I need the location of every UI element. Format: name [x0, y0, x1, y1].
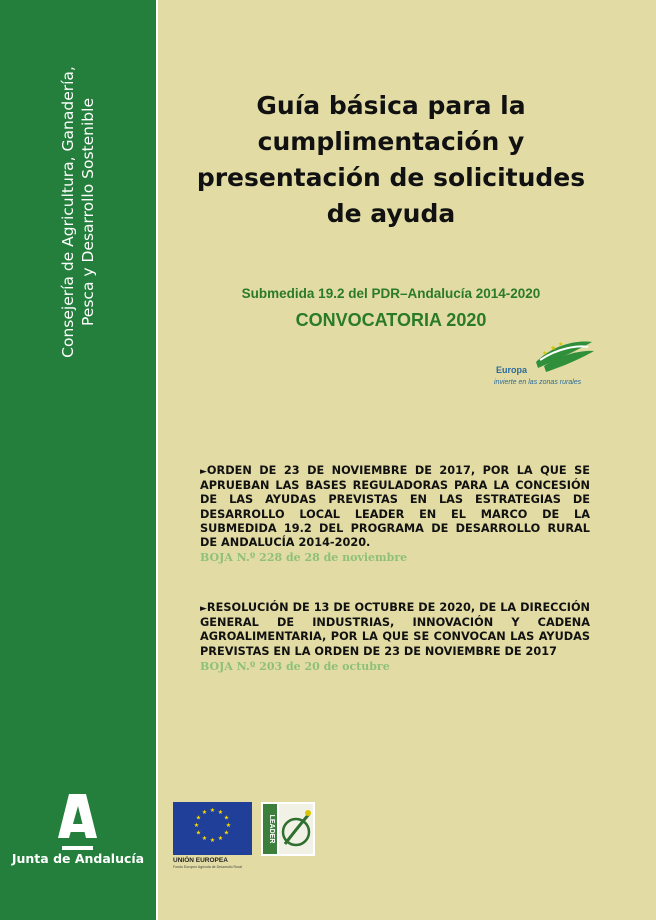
- svg-text:★: ★: [542, 351, 548, 357]
- svg-text:★: ★: [217, 810, 224, 816]
- consejeria-line-1: Consejería de Agricultura, Ganadería,: [59, 66, 77, 358]
- title-line-2: cumplimentación y: [257, 127, 525, 156]
- consejeria-line-2: Pesca y Desarrollo Sostenible: [79, 98, 97, 326]
- svg-text:★: ★: [223, 815, 230, 822]
- eu-flag-icon: [173, 802, 252, 855]
- svg-text:★: ★: [225, 823, 232, 829]
- svg-text:★: ★: [195, 815, 202, 822]
- svg-text:★: ★: [209, 838, 216, 844]
- bullet-arrow-icon: ►: [200, 604, 207, 614]
- bullet-arrow-icon: ►: [200, 467, 207, 477]
- eu-fund-caption: Fondo Europeo Agrícola de Desarrollo Rural: [173, 865, 242, 869]
- title-line-3: presentación de solicitudes: [196, 163, 586, 192]
- convocatoria-heading: CONVOCATORIA 2020: [295, 310, 487, 330]
- boja-reference: BOJA N.º 228 de 28 de noviembre: [200, 551, 408, 565]
- svg-text:★: ★: [550, 345, 557, 352]
- svg-text:★: ★: [201, 836, 208, 842]
- title-line-4: de ayuda: [326, 199, 456, 228]
- svg-text:★: ★: [193, 823, 200, 829]
- boja-reference: BOJA N.º 203 de 20 de octubre: [200, 659, 390, 673]
- legal-text: [200, 464, 590, 550]
- title-line-1: Guía básica para la: [256, 91, 526, 120]
- europa-word: Europa: [496, 365, 528, 375]
- leader-logo-icon: [261, 802, 315, 856]
- submedida-subtitle: Submedida 19.2 del PDR–Andalucía 2014-2020: [241, 286, 541, 301]
- sidebar: [0, 0, 156, 920]
- resolucion-text: RESOLUCIÓN DE 13 DE OCTUBRE DE 2020, DE LA DIRECCIÓN GENERAL DE INDUSTRIAS, INNOVACIÓN Y CADENA AGROALIMENTARIA, POR LA QUE SE CONVOCAN LAS AYUDAS PREVISTAS EN LA ORDEN DE 23 DE NOVIEMBRE DE 2017: [200, 601, 590, 658]
- svg-text:★: ★: [209, 808, 216, 814]
- eu-name: UNIÓN EUROPEA: [173, 857, 228, 864]
- svg-text:★: ★: [201, 810, 208, 816]
- legal-text: [200, 601, 590, 659]
- junta-andalucia-name: Junta de Andalucía: [11, 851, 145, 866]
- legal-reference-resolucion: [200, 601, 590, 674]
- orden-text: ORDEN DE 23 DE NOVIEMBRE DE 2017, POR LA QUE SE APRUEBAN LAS BASES REGULADORAS PARA LA CONCESIÓN DE LAS AYUDAS PREVISTAS EN LAS ESTRATEGIAS DE DESARROLLO LOCAL LEADER EN EL MARCO DE LA SUBMEDIDA 19.2 DEL PROGRAMA DE DESARROLLO RURAL DE ANDALUCÍA 2014-2020.: [200, 464, 590, 550]
- consejeria-name: [58, 42, 98, 382]
- junta-andalucia-logo-icon: [0, 790, 156, 880]
- document-title: [158, 88, 624, 232]
- svg-text:★: ★: [558, 342, 564, 348]
- leader-label: LEADER: [268, 814, 275, 844]
- europa-tagline: invierte en las zonas rurales: [494, 379, 582, 386]
- legal-reference-orden: [200, 464, 590, 565]
- svg-text:★: ★: [223, 830, 230, 837]
- svg-text:★: ★: [195, 830, 202, 837]
- svg-text:★: ★: [217, 836, 224, 842]
